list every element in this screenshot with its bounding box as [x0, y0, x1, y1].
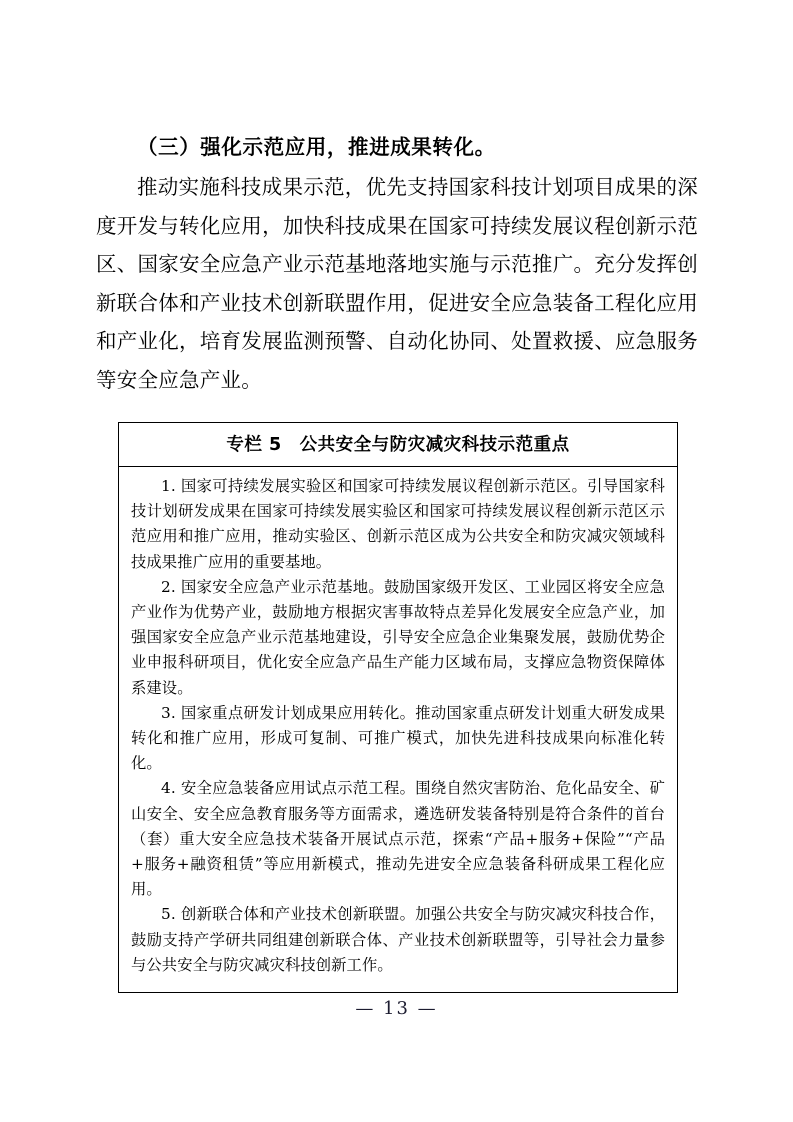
callout-item: 3. 国家重点研发计划成果应用转化。推动国家重点研发计划重大研发成果转化和推广应用，形成可复制、可推广模式，加快先进科技成果向标准化转化。	[131, 703, 665, 773]
page-number: — 13 —	[355, 998, 438, 1019]
section-heading: （三）强化示范应用，推进成果转化。	[137, 135, 496, 159]
page-content	[96, 128, 698, 399]
section-paragraph: 推动实施科技成果示范，优先支持国家科技计划项目成果的深度开发与转化应用，加快科技成果在国家可持续发展议程创新示范区、国家安全应急产业示范基地落地实施与示范推广。充分发挥创新联合体和产业技术创新联盟作用，促进安全应急装备工程化应用和产业化，培育发展监测预警、自动化协同、处置救援、应急服务等安全应急产业。	[96, 175, 698, 392]
callout-box	[118, 422, 678, 993]
callout-title: 专栏 5 公共安全与防灾减灾科技示范重点	[119, 423, 677, 467]
callout-item: 4. 安全应急装备应用试点示范工程。围绕自然灾害防治、危化品安全、矿山安全、安全应急教育服务等方面需求，遴选研发装备特别是符合条件的首台（套）重大安全应急技术装备开展试点示范，探索“产品+服务+保险”“产品+服务+融资租赁”等应用新模式，推动先进安全应急装备科研成果工程化应用。	[131, 779, 665, 899]
callout-item: 1. 国家可持续发展实验区和国家可持续发展议程创新示范区。引导国家科技计划研发成果在国家可持续发展实验区和国家可持续发展议程创新示范区示范应用和推广应用，推动实验区、创新示范区成为公共安全和防灾减灾领域科技成果推广应用的重要基地。	[131, 477, 665, 571]
page-footer	[0, 998, 793, 1019]
callout-body	[119, 467, 677, 992]
callout-item: 5. 创新联合体和产业技术创新联盟。加强公共安全与防灾减灾科技合作，鼓励支持产学研共同组建创新联合体、产业技术创新联盟等，引导社会力量参与公共安全与防灾减灾科技创新工作。	[131, 905, 665, 974]
callout-item: 2. 国家安全应急产业示范基地。鼓励国家级开发区、工业园区将安全应急产业作为优势产业，鼓励地方根据灾害事故特点差异化发展安全应急产业，加强国家安全应急产业示范基地建设，引导安全应急企业集聚发展，鼓励优势企业申报科研项目，优化安全应急产品生产能力区域布局，支撑应急物资保障体系建设。	[131, 577, 665, 697]
